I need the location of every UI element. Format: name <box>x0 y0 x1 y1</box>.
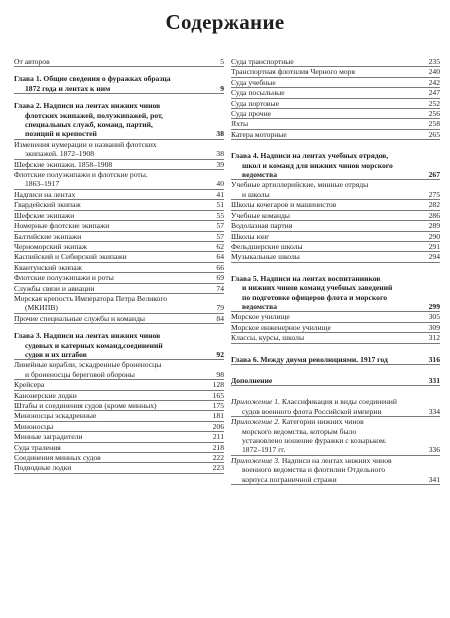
toc-entry-title: Морское инженерное училище <box>231 322 331 332</box>
toc-entry-title: корпуса пограничной стражи <box>242 474 337 484</box>
toc-entry <box>14 411 224 421</box>
toc-entry <box>14 221 224 231</box>
toc-entry <box>231 211 440 221</box>
toc-entry-title: Суда посыльные <box>231 88 285 98</box>
toc-entry-title: школ и команд для нижних чинов морского <box>242 160 393 170</box>
toc-entry-title: (МКИПВ) <box>25 303 58 313</box>
toc-page-number: 334 <box>428 406 440 416</box>
toc-entry-title: судов и их штабов <box>25 349 87 359</box>
toc-entry <box>231 109 440 119</box>
toc-entry-title: От авторов <box>14 57 50 66</box>
toc-entry <box>14 331 224 340</box>
toc-entry-title: судов военного флота Российской империи <box>242 406 382 416</box>
toc-entry-title: Флотские полуэкипажи и флотские роты. <box>14 170 148 180</box>
toc-page-number: 40 <box>216 179 224 189</box>
toc-page-number: 98 <box>216 369 224 379</box>
toc-page-number: 223 <box>212 463 224 473</box>
toc-page-number: 222 <box>212 453 224 463</box>
toc-page-number: 290 <box>428 231 440 241</box>
toc-entry-title: Флотские полуэкипажи и роты <box>14 273 114 283</box>
toc-page-number: 267 <box>428 170 440 180</box>
toc-entry <box>231 465 440 474</box>
toc-page-number: 309 <box>428 322 440 332</box>
toc-entry <box>231 221 440 231</box>
toc-entry <box>14 74 224 83</box>
toc-entry-title: Учебные команды <box>231 210 290 220</box>
toc-entry <box>14 341 224 350</box>
toc-entry-title: 1872 года и лентах к ним <box>25 83 111 93</box>
toc-entry <box>14 57 224 67</box>
toc-entry-title: Глава 6. Между двумя революциями. 1917 год <box>231 354 388 364</box>
toc-page-number: 165 <box>212 390 224 400</box>
toc-entry <box>231 232 440 242</box>
toc-entry <box>231 407 440 417</box>
toc-page-number: 66 <box>216 262 224 272</box>
toc-page-number: 84 <box>216 313 224 323</box>
toc-entry-title: по подготовке офицеров флота и морского <box>242 292 388 302</box>
toc-entry-title: установлено ношение фуражки с козырьком. <box>242 436 387 445</box>
toc-entry-title: Черноморский экипаж <box>14 241 87 251</box>
toc-entry <box>231 283 440 292</box>
appendix-label: Приложение 2. <box>231 417 280 427</box>
toc-entry <box>231 190 440 200</box>
toc-entry-title: Квантунский экипаж <box>14 262 82 272</box>
toc-entry <box>231 333 440 343</box>
toc-entry <box>14 370 224 380</box>
toc-entry <box>231 274 440 283</box>
toc-page-number: 39 <box>216 159 224 169</box>
toc-entry <box>14 129 224 139</box>
toc-entry <box>14 422 224 432</box>
toc-entry-title: Миноносцы <box>14 421 54 431</box>
toc-entry <box>14 391 224 401</box>
toc-entry <box>231 130 440 140</box>
toc-entry <box>14 263 224 273</box>
toc-entry-title: Суда прочие <box>231 109 272 119</box>
toc-page-number: 57 <box>216 221 224 231</box>
toc-entry-title: Глава 4. Надписи на лентах учебных отрядов, <box>231 151 389 161</box>
toc-entry <box>231 427 440 436</box>
toc-entry-title: Школы кочегаров и машинистов <box>231 200 337 210</box>
toc-entry-title: Суда учебные <box>231 77 276 87</box>
toc-entry-title: Классификация и виды соединений <box>281 397 397 407</box>
toc-entry <box>231 180 440 189</box>
toc-entry <box>231 170 440 180</box>
appendix-label: Приложение 1. <box>231 397 280 407</box>
toc-entry-title: Суда транспортные <box>231 57 294 66</box>
toc-page-number: 312 <box>428 333 440 343</box>
toc-entry-title: Надписи на лентах <box>14 189 76 199</box>
toc-page-number: 336 <box>428 445 440 455</box>
toc-entry <box>231 376 440 386</box>
toc-entry <box>231 445 440 455</box>
toc-entry-title: Глава 2. Надписи на лентах нижних чинов <box>14 101 161 111</box>
toc-entry-title: Штабы и соединения судов (кроме минных) <box>14 401 157 410</box>
toc-page-number: 41 <box>216 189 224 199</box>
toc-entry-title: и броненосцы береговой обороны <box>25 369 135 379</box>
toc-entry-title: Суда портовые <box>231 98 279 108</box>
toc-entry-title: Соединения минных судов <box>14 453 101 463</box>
toc-page-number: 51 <box>216 200 224 210</box>
toc-entry <box>231 293 440 302</box>
toc-page-number: 299 <box>428 301 440 311</box>
toc-page-number: 247 <box>428 88 440 98</box>
toc-entry-title: Суда траления <box>14 442 61 452</box>
toc-entry-title: Гвардейский экипаж <box>14 200 81 210</box>
toc-entry <box>14 252 224 262</box>
toc-entry-title: ведомства <box>242 301 278 311</box>
toc-page-number: 206 <box>212 421 224 431</box>
toc-entry-title: Дополнение <box>231 375 273 385</box>
toc-page-number: 218 <box>212 442 224 452</box>
toc-page-number: 9 <box>220 83 224 93</box>
toc-entry <box>231 200 440 210</box>
toc-entry <box>14 432 224 442</box>
toc-entry-title: Минные заградители <box>14 432 83 442</box>
toc-entry-title: ведомства <box>242 170 278 180</box>
toc-entry-title: Фельдшерские школы <box>231 241 303 251</box>
toc-page-number: 242 <box>428 77 440 87</box>
toc-entry-title: 1863–1917 <box>25 179 60 189</box>
toc-entry <box>14 120 224 129</box>
toc-page-number: 79 <box>216 303 224 313</box>
toc-entry-title: Категории нижних чинов <box>281 417 364 427</box>
toc-entry <box>14 443 224 453</box>
toc-entry <box>14 453 224 463</box>
toc-entry <box>231 88 440 98</box>
toc-entry <box>14 242 224 252</box>
toc-entry <box>14 401 224 411</box>
toc-page-number: 289 <box>428 221 440 231</box>
toc-page-number: 240 <box>428 67 440 77</box>
toc-entry-title: военного ведомства и флотилии Отдельного <box>242 465 386 475</box>
toc-page-number: 57 <box>216 231 224 241</box>
toc-entry-title: Глава 1. Общие сведения о фуражках образца <box>14 74 171 84</box>
toc-entry <box>14 273 224 283</box>
toc-entry <box>231 417 440 426</box>
toc-page-number: 211 <box>212 432 224 442</box>
toc-entry <box>231 475 440 485</box>
toc-entry-title: Классы, курсы, школы <box>231 333 305 343</box>
toc-page-number: 74 <box>216 283 224 293</box>
toc-page-number: 265 <box>428 129 440 139</box>
toc-entry <box>14 190 224 200</box>
toc-entry-title: флотских экипажей, полуэкипажей, рот, <box>25 110 164 120</box>
toc-entry <box>14 380 224 390</box>
toc-page-number: 64 <box>216 252 224 262</box>
toc-entry <box>231 252 440 262</box>
toc-entry <box>14 294 224 303</box>
toc-page-number: 316 <box>428 354 440 364</box>
toc-page-number: 62 <box>216 241 224 251</box>
toc-entry-title: экипажей. 1872–1908 <box>25 149 94 159</box>
toc-entry <box>231 151 440 160</box>
toc-entry <box>14 303 224 313</box>
toc-entry-title: морского ведомства, которым было <box>242 426 357 436</box>
toc-entry <box>231 161 440 170</box>
toc-page-number: 235 <box>428 57 440 66</box>
toc-page-number: 69 <box>216 273 224 283</box>
toc-entry <box>14 200 224 210</box>
toc-entry <box>14 179 224 189</box>
toc-entry <box>14 170 224 179</box>
toc-page-number: 282 <box>428 200 440 210</box>
toc-entry-title: Школы юнг <box>231 231 270 241</box>
toc-entry-title: и школы <box>242 189 270 199</box>
toc-entry <box>14 314 224 324</box>
toc-entry-title: Изменения нумерации и названий флотских <box>14 139 157 149</box>
toc-entry <box>14 101 224 110</box>
toc-page-number: 294 <box>428 252 440 262</box>
toc-entry <box>231 355 440 365</box>
toc-page-number: 252 <box>428 98 440 108</box>
toc-entry-title: Номерные флотские экипажи <box>14 221 110 231</box>
toc-entry <box>231 242 440 252</box>
toc-entry <box>14 211 224 221</box>
toc-entry <box>231 119 440 129</box>
toc-entry-title: Прочие специальные службы и команды <box>14 313 146 323</box>
toc-entry <box>14 84 224 94</box>
toc-page-number: 258 <box>428 119 440 129</box>
toc-entry <box>231 323 440 333</box>
toc-entry-title: Линейные корабли, эскадренные броненосцы <box>14 360 162 370</box>
toc-entry <box>14 232 224 242</box>
toc-entry-title: специальных служб, команд, партий, <box>25 120 153 130</box>
toc-right-column <box>231 57 440 485</box>
toc-left-column <box>14 57 224 474</box>
toc-entry-title: Учебные артиллерийские, минные отряды <box>231 180 369 190</box>
toc-entry <box>14 360 224 369</box>
toc-entry-title: Водолазная партия <box>231 221 293 231</box>
toc-entry <box>14 284 224 294</box>
toc-entry-title: Службы связи и авиации <box>14 283 95 293</box>
page-title: Содержание <box>165 10 285 34</box>
toc-entry <box>14 160 224 170</box>
toc-entry-title: Надписи на лентах нижних чинов <box>281 455 392 465</box>
toc-entry-title: Музыкальные школы <box>231 252 300 262</box>
toc-entry <box>231 397 440 406</box>
toc-entry <box>231 99 440 109</box>
toc-entry <box>231 57 440 67</box>
toc-entry-title: Морская крепость Императора Петра Великого <box>14 293 168 303</box>
toc-entry <box>231 456 440 465</box>
toc-entry-title: Глава 5. Надписи на лентах воспитанников <box>231 273 381 283</box>
toc-entry <box>231 436 440 445</box>
toc-page-number: 128 <box>212 380 224 390</box>
toc-page-number: 175 <box>212 401 224 410</box>
toc-entry-title: Балтийские экипажи <box>14 231 82 241</box>
toc-entry <box>231 78 440 88</box>
toc-page-number: 256 <box>428 109 440 119</box>
toc-entry-title: 1872–1917 гг. <box>242 445 286 455</box>
toc-entry-title: судовых и катерных команд,соединений <box>25 340 163 350</box>
toc-entry-title: Миноносцы эскадренные <box>14 411 97 421</box>
toc-entry <box>14 140 224 149</box>
toc-entry-title: Канонерские лодки <box>14 390 77 400</box>
toc-page-number: 331 <box>428 375 440 385</box>
toc-entry-title: Яхты <box>231 119 249 129</box>
toc-page-number: 38 <box>216 149 224 159</box>
toc-page-number: 5 <box>220 57 224 66</box>
toc-page-number: 92 <box>216 349 224 359</box>
toc-entry-title: позиций и крепостей <box>25 129 97 139</box>
toc-entry-title: Катера моторные <box>231 129 287 139</box>
toc-entry-title: Транспортная флотилия Черного моря <box>231 67 355 77</box>
toc-entry-title: Каспийский и Сибирский экипажи <box>14 252 127 262</box>
toc-entry-title: Шефские экипажи <box>14 210 75 220</box>
appendix-label: Приложение 3. <box>231 455 280 465</box>
toc-page-number: 291 <box>428 241 440 251</box>
toc-entry-title: Глава 3. Надписи на лентах нижних чинов <box>14 331 161 341</box>
toc-entry <box>14 111 224 120</box>
toc-page-number: 341 <box>428 474 440 484</box>
toc-entry-title: Морское училище <box>231 312 290 322</box>
toc-entry-title: Шефские экипажи. 1858–1908 <box>14 159 113 169</box>
toc-entry <box>14 350 224 360</box>
toc-entry <box>231 312 440 322</box>
toc-entry-title: Подводные лодки <box>14 463 72 473</box>
toc-entry <box>231 302 440 312</box>
toc-page-number: 181 <box>212 411 224 421</box>
toc-page-number: 55 <box>216 210 224 220</box>
toc-page-number: 305 <box>428 312 440 322</box>
toc-entry <box>14 463 224 473</box>
toc-entry <box>14 149 224 159</box>
toc-entry-title: и нижних чинов команд учебных заведений <box>242 283 393 293</box>
toc-entry <box>231 67 440 77</box>
toc-entry-title: Крейсера <box>14 380 45 390</box>
toc-page-number: 286 <box>428 210 440 220</box>
toc-page-number: 38 <box>216 129 224 139</box>
toc-page-number: 275 <box>428 189 440 199</box>
